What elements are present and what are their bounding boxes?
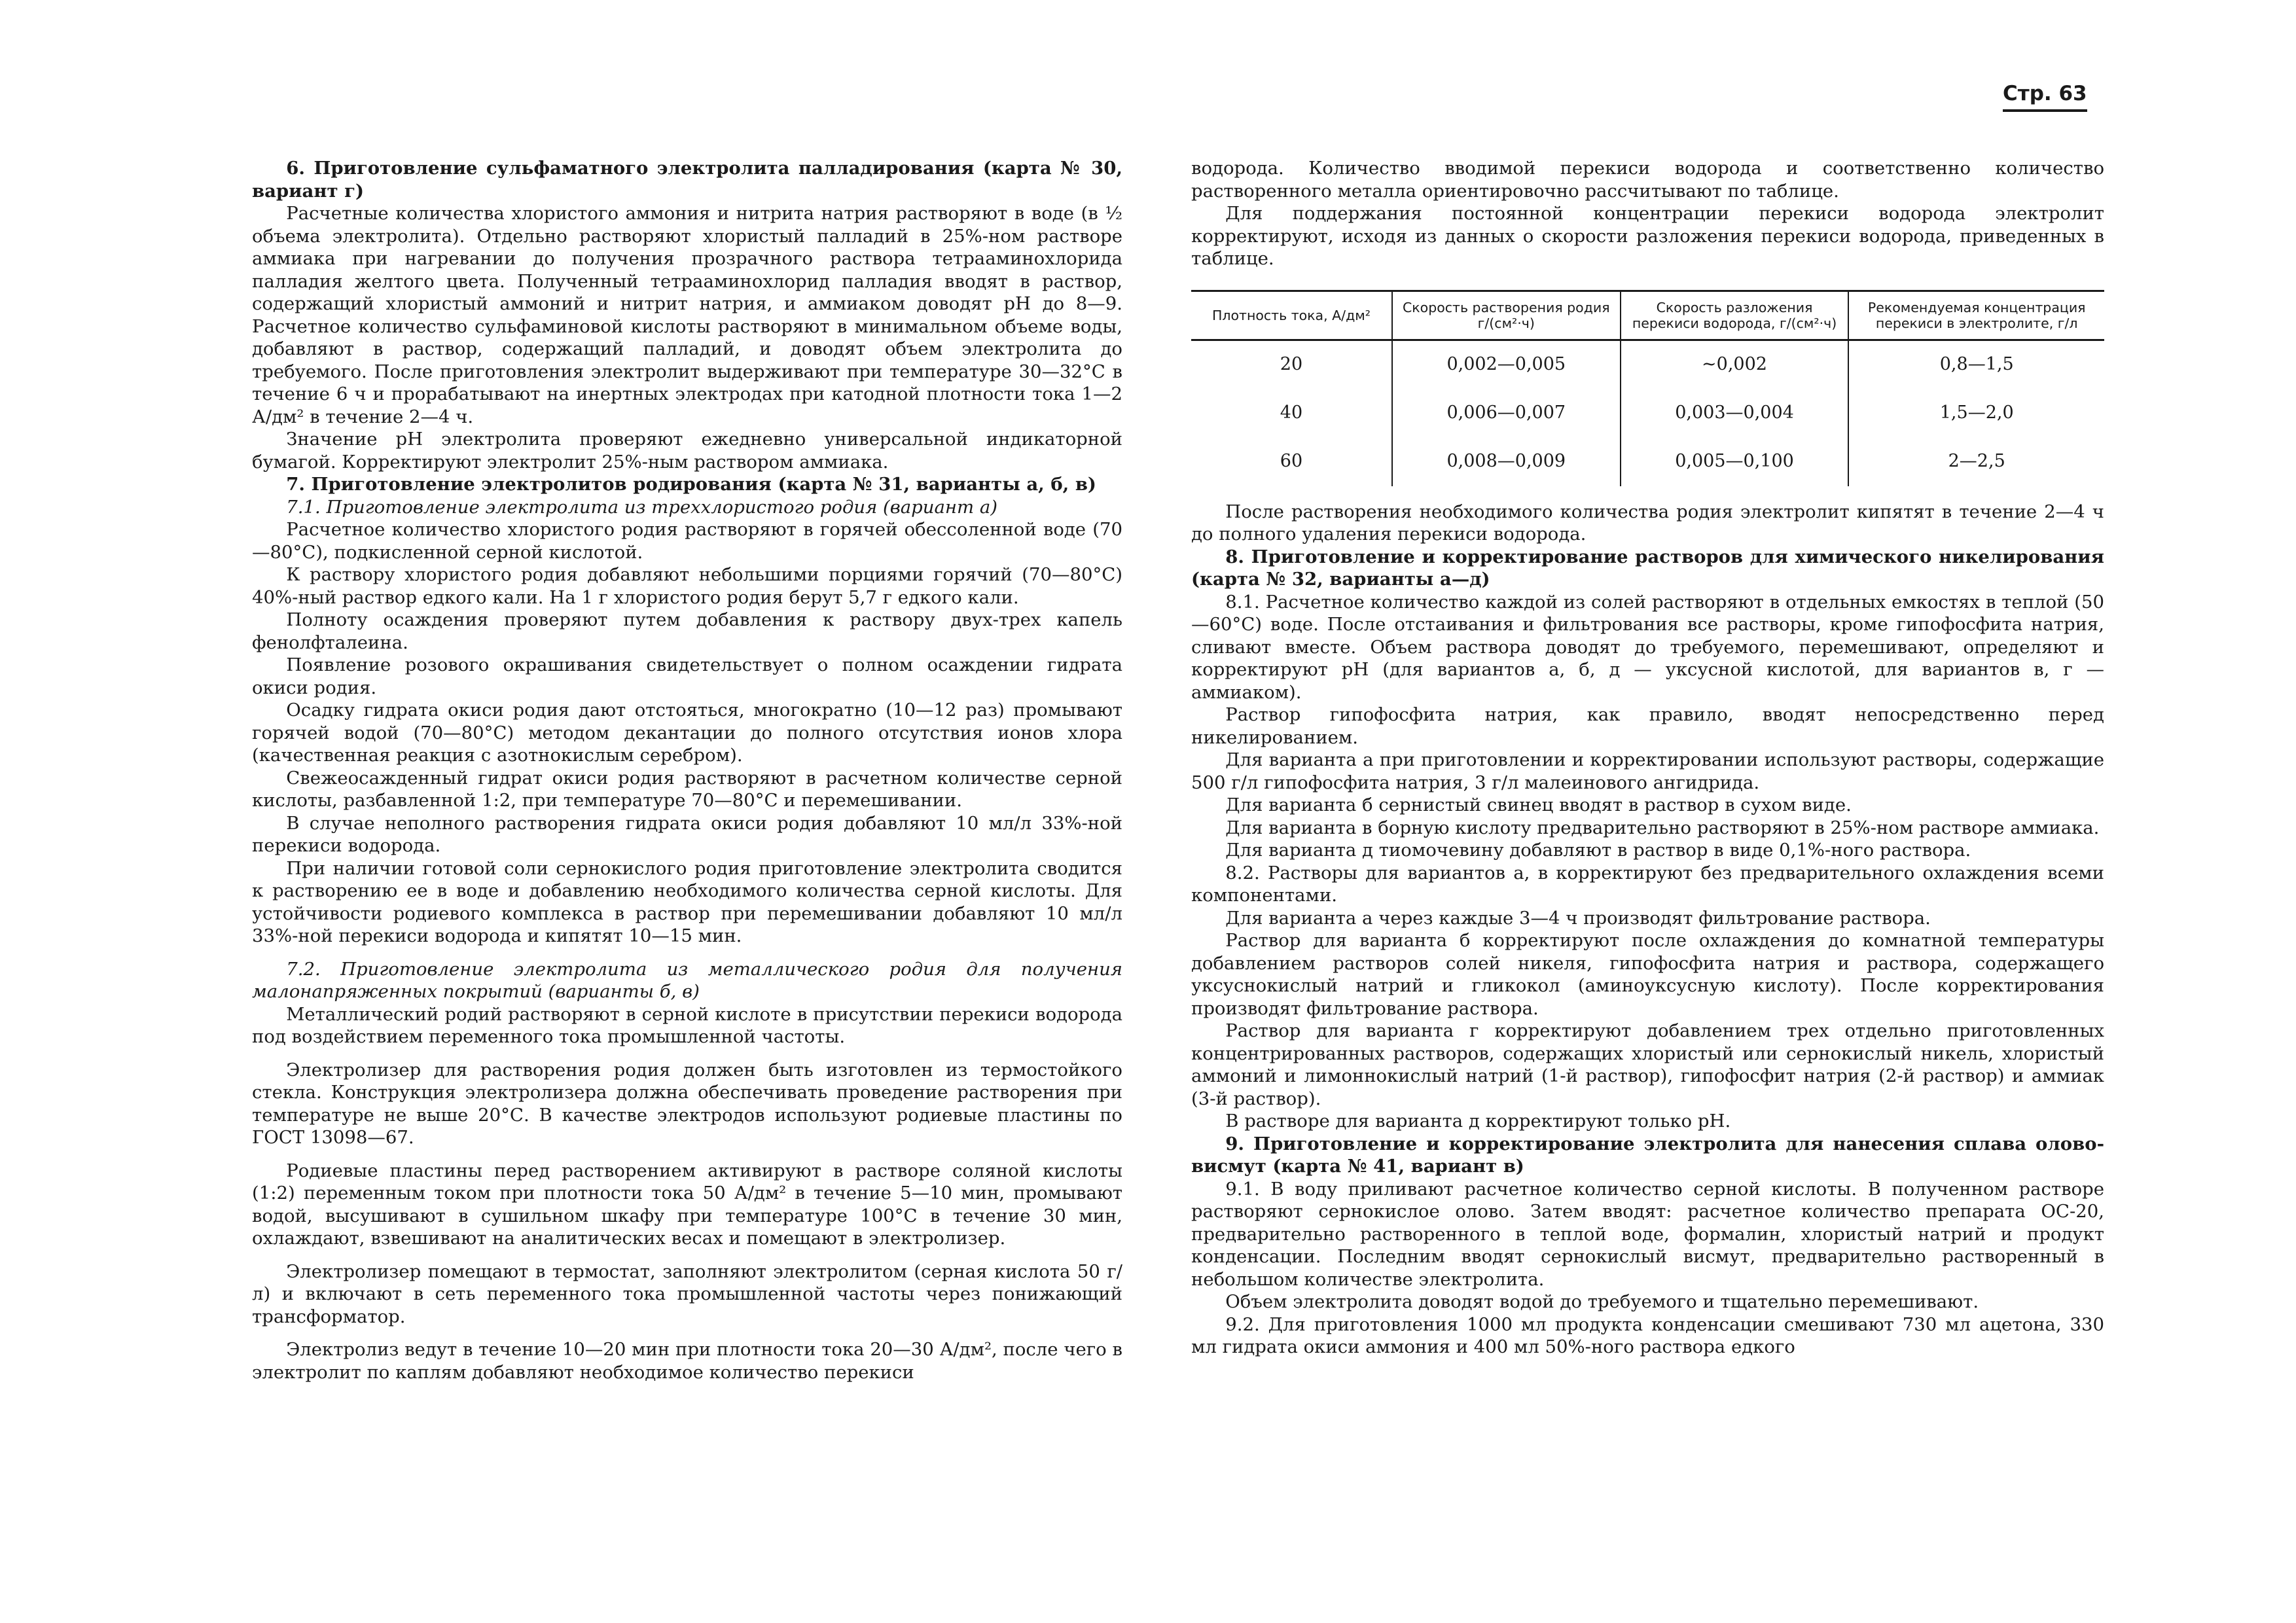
paragraph: Значение pH электролита проверяют ежедневно универсальной индикаторной бумагой. Корректируют электролит 25%-ным раствором аммиака. bbox=[252, 429, 1122, 473]
paragraph: Металлический родий растворяют в серной кислоте в присутствии перекиси водорода под воздействием переменного тока промышленной частоты. bbox=[252, 1003, 1122, 1047]
section-8-heading: 8. Приготовление и корректирование растворов для химического никелирования (карта № 32, варианты а—д) bbox=[1191, 546, 2104, 590]
table-cell: 0,008—0,009 bbox=[1392, 438, 1621, 486]
table-row bbox=[1191, 389, 2104, 438]
paragraph: После растворения необходимого количества родия электролит кипятят в течение 2—4 ч до полного удаления перекиси водорода. bbox=[1191, 501, 2104, 544]
paragraph: Осадку гидрата окиси родия дают отстояться, многократно (10—12 раз) промывают горячей водой (70—80°С) методом декантации до полного отсутствия ионов хлора (качественная реакция с азотнокислым серебром). bbox=[252, 700, 1122, 766]
paragraph: Для варианта а при приготовлении и корректировании используют растворы, содержащие 500 г/л гипофосфита натрия, 3 г/л малеинового ангидрида. bbox=[1191, 749, 2104, 793]
table-header-cell: Скорость растворения родия г/(см²·ч) bbox=[1392, 291, 1621, 340]
table-cell: ~0,002 bbox=[1621, 340, 1849, 389]
paragraph: Для варианта а через каждые 3—4 ч производят фильтрование раствора. bbox=[1225, 907, 1931, 929]
paragraph: 9.1. В воду приливают расчетное количество серной кислоты. В полученном растворе растворяют сернокислое олово. Затем вводят: расчетное количество препарата ОС-20, предварительно растворенного в теплой воде, формалин, хлористый натрий и продукт конденсации. Последним вводят сернокислый висмут, предварительно растворенный в небольшом количестве электролита. bbox=[1191, 1178, 2104, 1290]
paragraph: Для варианта д тиомочевину добавляют в раствор в виде 0,1%-ного раствора. bbox=[1225, 840, 1971, 861]
section-7-2-heading: 7.2. Приготовление электролита из металлического родия для получения малонапряженных покрытий (варианты б, в) bbox=[252, 958, 1122, 1002]
paragraph: При наличии готовой соли сернокислого родия приготовление электролита сводится к растворению ее в воде и добавлению необходимого количества серной кислоты. Для устойчивости родиевого комплекса в раствор при перемешивании добавляют 10 мл/л 33%-ной перекиси водорода и кипятят 10—15 мин. bbox=[252, 857, 1122, 946]
table-cell: 0,002—0,005 bbox=[1392, 340, 1621, 389]
table-header-cell: Плотность тока, А/дм² bbox=[1191, 291, 1392, 340]
paragraph: Для варианта в борную кислоту предварительно растворяют в 25%-ном растворе аммиака. bbox=[1225, 817, 2100, 838]
paragraph: В случае неполного растворения гидрата окиси родия добавляют 10 мл/л 33%-ной перекиси водорода. bbox=[252, 812, 1122, 856]
paragraph: Электролиз ведут в течение 10—20 мин при плотности тока 20—30 А/дм², после чего в электролит по каплям добавляют необходимое количество перекиси bbox=[252, 1339, 1122, 1383]
table-cell: 0,003—0,004 bbox=[1621, 389, 1849, 438]
paragraph: В растворе для варианта д корректируют только pH. bbox=[1225, 1111, 1731, 1132]
table-cell: 2—2,5 bbox=[1848, 438, 2104, 486]
section-9-heading: 9. Приготовление и корректирование электролита для нанесения сплава олово-висмут (карта № 41, вариант в) bbox=[1191, 1133, 2104, 1177]
table-cell: 0,8—1,5 bbox=[1848, 340, 2104, 389]
paragraph: Родиевые пластины перед растворением активируют в растворе соляной кислоты (1:2) переменным током при плотности тока 50 А/дм² в течение 5—10 мин, промывают водой, высушивают в сушильном шкафу при температуре 100°С в течение 30 мин, охлаждают, взвешивают на аналитических весах и помещают в электролизер. bbox=[252, 1160, 1122, 1249]
paragraph: Раствор гипофосфита натрия, как правило, вводят непосредственно перед никелированием. bbox=[1191, 704, 2104, 748]
paragraph: Расчетные количества хлористого аммония и нитрита натрия растворяют в воде (в ½ объема электролита). Отдельно растворяют хлористый палладий в 25%-ном растворе аммиака при нагревании до получения прозрачного раствора тетрааминохлорида палладия желтого цвета. Полученный тетрааминохлорид палладия вводят в раствор, содержащий хлористый аммоний и нитрит натрия, и аммиаком доводят pH до 8—9. Расчетное количество сульфаминовой кислоты растворяют в минимальном объеме воды, добавляют в раствор, содержащий палладий, и доводят объем электролита до требуемого. После приготовления электролит выдерживают при температуре 30—32°С в течение 6 ч и прорабатывают на инертных электродах при катодной плотности тока 1—2 А/дм² в течение 2—4 ч. bbox=[252, 203, 1122, 427]
right-column bbox=[1191, 157, 2104, 1359]
paragraph: К раствору хлористого родия добавляют небольшими порциями горячий (70—80°С) 40%-ный раствор едкого кали. На 1 г хлористого родия берут 5,7 г едкого кали. bbox=[252, 564, 1122, 608]
paragraph: Раствор для варианта г корректируют добавлением трех отдельно приготовленных концентрированных растворов, содержащих хлористый или сернокислый никель, хлористый аммоний и лимоннокислый натрий (1-й раствор), гипофосфит натрия (2-й раствор) и аммиак (3-й раствор). bbox=[1191, 1020, 2104, 1109]
section-7-heading: 7. Приготовление электролитов родирования (карта № 31, варианты а, б, в) bbox=[286, 474, 1096, 495]
paragraph: Раствор для варианта б корректируют после охлаждения до комнатной температуры добавлением растворов солей никеля, гипофосфита натрия и раствора, содержащего уксуснокислый натрий и гликокол (аминоуксусную кислоту). После корректирования производят фильтрование раствора. bbox=[1191, 930, 2104, 1019]
paragraph: водорода. Количество вводимой перекиси водорода и соответственно количество растворенного металла ориентировочно рассчитывают по таблице. bbox=[1191, 158, 2104, 202]
rhodium-dissolution-table bbox=[1191, 290, 2104, 486]
paragraph: Для варианта б сернистый свинец вводят в раствор в сухом виде. bbox=[1225, 794, 1852, 815]
table-cell: 1,5—2,0 bbox=[1848, 389, 2104, 438]
paragraph: Для поддержания постоянной концентрации перекиси водорода электролит корректируют, исходя из данных о скорости разложения перекиси водорода, приведенных в таблице. bbox=[1191, 203, 2104, 269]
paragraph: Объем электролита доводят водой до требуемого и тщательно перемешивают. bbox=[1225, 1291, 1979, 1312]
paragraph: Электролизер помещают в термостат, заполняют электролитом (серная кислота 50 г/л) и включают в сеть переменного тока промышленной частоты через понижающий трансформатор. bbox=[252, 1260, 1122, 1327]
table-cell: 60 bbox=[1280, 451, 1303, 472]
section-7-1-heading: 7.1. Приготовление электролита из треххлористого родия (вариант а) bbox=[286, 496, 997, 518]
left-column bbox=[252, 157, 1122, 1383]
paragraph: Полноту осаждения проверяют путем добавления к раствору двух-трех капель фенолфталеина. bbox=[252, 609, 1122, 653]
table-header-row bbox=[1191, 291, 2104, 340]
table-cell: 20 bbox=[1280, 354, 1303, 375]
table-cell: 0,006—0,007 bbox=[1392, 389, 1621, 438]
table-cell: 0,005—0,100 bbox=[1621, 438, 1849, 486]
table-row bbox=[1191, 340, 2104, 389]
paragraph: Свежеосажденный гидрат окиси родия растворяют в расчетном количестве серной кислоты, разбавленной 1:2, при температуре 70—80°С и перемешивании. bbox=[252, 767, 1122, 811]
table-header-cell: Рекомендуемая концентрация перекиси в электролите, г/л bbox=[1848, 291, 2104, 340]
paragraph: 8.2. Растворы для вариантов а, в корректируют без предварительного охлаждения всеми компонентами. bbox=[1191, 862, 2104, 906]
paragraph: 8.1. Расчетное количество каждой из солей растворяют в отдельных емкостях в теплой (50—60°С) воде. После отстаивания и фильтрования все растворы, кроме гипофосфита натрия, сливают вместе. Объем раствора доводят до требуемого, перемешивают, определяют и корректируют pH (для вариантов а, б, д — уксусной кислотой, для вариантов в, г — аммиаком). bbox=[1191, 591, 2104, 703]
paragraph: Расчетное количество хлористого родия растворяют в горячей обессоленной воде (70—80°С), подкисленной серной кислотой. bbox=[252, 519, 1122, 563]
table-row bbox=[1191, 438, 2104, 486]
page-number: Стр. 63 bbox=[2003, 82, 2087, 112]
paragraph: Электролизер для растворения родия должен быть изготовлен из термостойкого стекла. Конструкция электролизера должна обеспечивать проведение растворения при температуре не выше 20°С. В качестве электродов используют родиевые пластины по ГОСТ 13098—67. bbox=[252, 1059, 1122, 1148]
paragraph: Появление розового окрашивания свидетельствует о полном осаждении гидрата окиси родия. bbox=[252, 654, 1122, 698]
section-6-heading: 6. Приготовление сульфаматного электролита палладирования (карта № 30, вариант г) bbox=[252, 158, 1122, 202]
table-header-cell: Скорость разложения перекиси водорода, г/(см²·ч) bbox=[1621, 291, 1849, 340]
table-cell: 40 bbox=[1280, 402, 1303, 423]
paragraph: 9.2. Для приготовления 1000 мл продукта конденсации смешивают 730 мл ацетона, 330 мл гидрата окиси аммония и 400 мл 50%-ного раствора едкого bbox=[1191, 1313, 2104, 1357]
